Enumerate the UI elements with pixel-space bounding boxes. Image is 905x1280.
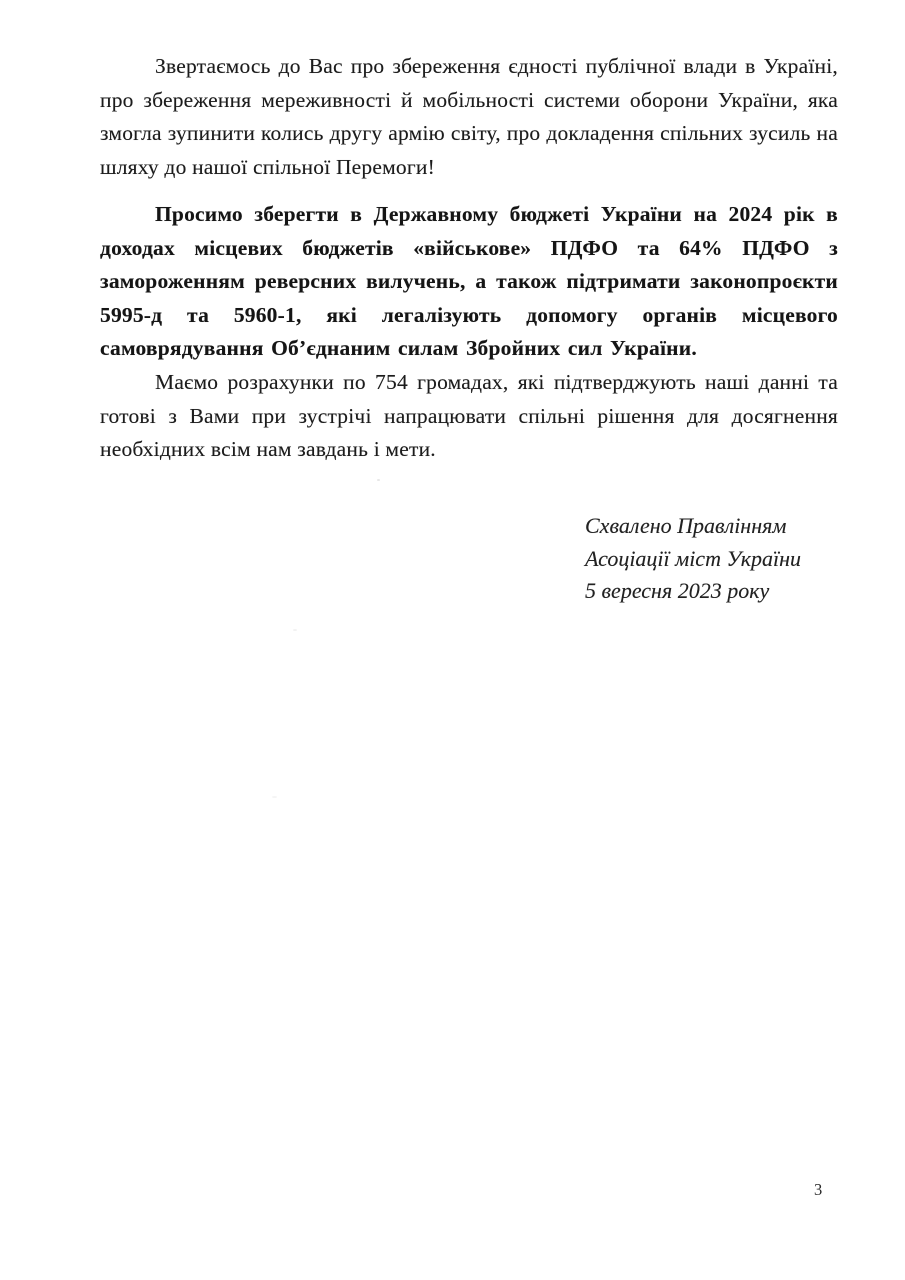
signature-date: 5 вересня 2023 року xyxy=(585,578,770,603)
signature-organization: Асоціації міст України xyxy=(585,545,802,571)
paragraph-calculations: Маємо розрахунки по 754 громадах, які підтверджують наші данні та готові з Вами при зустрічі напрацювати спільні рішення для досягнення необхідних всім нам завдань і мети. xyxy=(100,370,838,461)
scan-speck-icon xyxy=(272,796,277,798)
signature-approved-by: Схвалено Правлінням xyxy=(585,513,787,538)
scan-speck-icon xyxy=(293,629,297,631)
scan-speck-icon xyxy=(377,479,380,481)
page-number: 3 xyxy=(814,1180,823,1199)
paragraph-appeal: Звертаємось до Вас про збереження єдності публічної влади в Україні, про збереження мереживності й мобільності системи оборони України, яка змогла зупинити колись другу армію світу, про докладення спільних зусиль на шляху до нашої спільної Перемоги! xyxy=(100,54,838,179)
approval-signature-block xyxy=(585,510,801,608)
paragraph-request-bold: Просимо зберегти в Державному бюджеті України на 2024 рік в доходах місцевих бюджетів «військове» ПДФО та 64% ПДФО з замороженням реверсних вилучень, а також підтримати законопроєкти 5995-д та 5960-1, які легалізують допомогу органів місцевого самоврядування Об’єднаним силам Збройних сил України. xyxy=(100,202,838,360)
